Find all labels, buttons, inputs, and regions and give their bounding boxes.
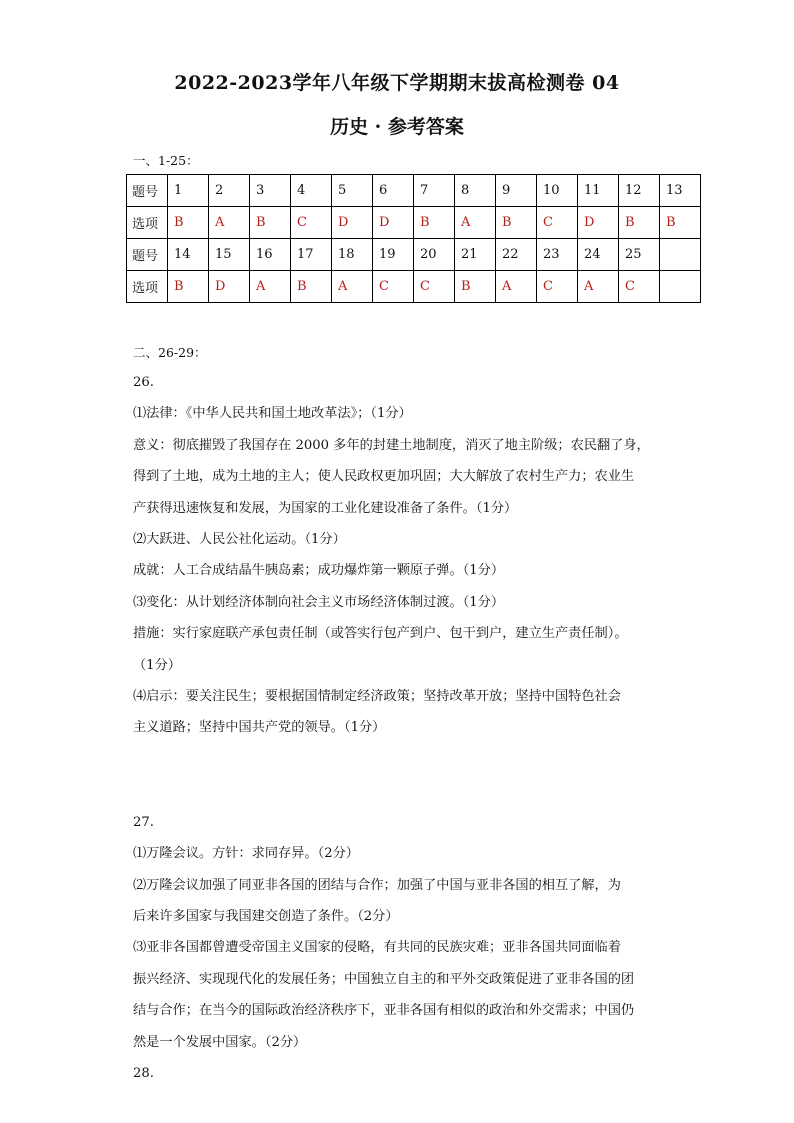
answer-body	[133, 367, 673, 1089]
question-number: 11	[578, 175, 619, 207]
answer-line: 振兴经济、实现现代化的发展任务；中国独立自主的和平外交政策促进了亚非各国的团	[133, 971, 635, 987]
question-number: 20	[414, 239, 455, 271]
answer-line: 意义：彻底摧毁了我国存在 2000 多年的封建土地制度，消灭了地主阶级；农民翻了身，	[133, 437, 650, 453]
question-number: 3	[250, 175, 291, 207]
question-number: 6	[373, 175, 414, 207]
question-number	[660, 239, 701, 271]
answer-line: 产获得迅速恢复和发展，为国家的工业化建设准备了条件。（1分）	[133, 500, 518, 516]
answer-line: 主义道路；坚持中国共产党的领导。（1分）	[133, 720, 386, 736]
question-number: 1	[168, 175, 209, 207]
answer-table	[126, 174, 701, 303]
table-row	[127, 207, 701, 239]
answer-line: 27.	[133, 814, 154, 830]
answer-line: ⑶变化：从计划经济体制向社会主义市场经济体制过渡。（1分）	[133, 594, 505, 610]
answer-option: B	[619, 207, 660, 239]
answer-option: B	[414, 207, 455, 239]
answer-option: A	[455, 207, 496, 239]
answer-option: C	[414, 271, 455, 303]
answer-option: A	[250, 271, 291, 303]
question-number: 18	[332, 239, 373, 271]
question-number: 9	[496, 175, 537, 207]
question-number: 21	[455, 239, 496, 271]
page-subtitle: 历史 · 参考答案	[330, 116, 464, 138]
blank-line	[133, 775, 673, 806]
question-number: 8	[455, 175, 496, 207]
answer-option	[660, 271, 701, 303]
answer-line: ⑴法律：《中华人民共和国土地改革法》；（1分）	[133, 406, 412, 422]
question-number: 15	[209, 239, 250, 271]
question-number: 4	[291, 175, 332, 207]
table-row	[127, 271, 701, 303]
answer-option: C	[373, 271, 414, 303]
question-number: 7	[414, 175, 455, 207]
row-label: 题号	[127, 175, 168, 207]
answer-option: B	[168, 207, 209, 239]
answer-option: B	[660, 207, 701, 239]
table-row	[127, 175, 701, 207]
blank-line	[133, 744, 673, 775]
page-title: 2022-2023学年八年级下学期期末拔高检测卷 04	[174, 72, 620, 94]
answer-option: A	[332, 271, 373, 303]
section1-heading: 一、1-25：	[133, 153, 199, 168]
question-number: 10	[537, 175, 578, 207]
answer-line: 得到了土地，成为土地的主人；使人民政权更加巩固；大大解放了农村生产力；农业生	[133, 469, 635, 485]
question-number: 2	[209, 175, 250, 207]
question-number: 12	[619, 175, 660, 207]
answer-line: （1分）	[133, 657, 181, 673]
answer-line: 然是一个发展中国家。（2分）	[133, 1034, 307, 1050]
answer-line: 结与合作；在当今的国际政治经济秩序下，亚非各国有相似的政治和外交需求；中国仍	[133, 1003, 635, 1019]
answer-line: ⑵万隆会议加强了同亚非各国的团结与合作；加强了中国与亚非各国的相互了解，为	[133, 877, 621, 893]
question-number: 23	[537, 239, 578, 271]
answer-option: D	[209, 271, 250, 303]
answer-line: ⑷启示：要关注民生；要根据国情制定经济政策；坚持改革开放；坚持中国特色社会	[133, 689, 621, 705]
answer-option: B	[168, 271, 209, 303]
row-label: 选项	[127, 271, 168, 303]
answer-option: B	[496, 207, 537, 239]
answer-option: B	[250, 207, 291, 239]
answer-line: 26.	[133, 375, 154, 390]
question-number: 25	[619, 239, 660, 271]
answer-option: D	[578, 207, 619, 239]
question-number: 14	[168, 239, 209, 271]
answer-line: ⑵大跃进、人民公社化运动。（1分）	[133, 532, 346, 548]
answer-line: 后来许多国家与我国建交创造了条件。（2分）	[133, 908, 399, 924]
answer-option: C	[619, 271, 660, 303]
row-label: 题号	[127, 239, 168, 271]
section2-heading: 二、26-29：	[133, 345, 207, 360]
answer-line: 措施：实行家庭联产承包责任制（或答实行包产到户、包干到户，建立生产责任制）。	[133, 626, 628, 642]
answer-line: ⑴万隆会议。方针：求同存异。（2分）	[133, 846, 359, 862]
answer-option: C	[537, 271, 578, 303]
answer-option: B	[455, 271, 496, 303]
question-number: 13	[660, 175, 701, 207]
question-number: 17	[291, 239, 332, 271]
question-number: 24	[578, 239, 619, 271]
answer-line: 28.	[133, 1065, 154, 1081]
question-number: 16	[250, 239, 291, 271]
answer-option: C	[537, 207, 578, 239]
answer-line: ⑶亚非各国都曾遭受帝国主义国家的侵略，有共同的民族灾难；亚非各国共同面临着	[133, 940, 621, 956]
question-number: 22	[496, 239, 537, 271]
answer-line: 成就：人工合成结晶牛胰岛素；成功爆炸第一颗原子弹。（1分）	[133, 563, 505, 579]
answer-option: A	[496, 271, 537, 303]
row-label: 选项	[127, 207, 168, 239]
question-number: 19	[373, 239, 414, 271]
answer-option: A	[209, 207, 250, 239]
answer-option: D	[373, 207, 414, 239]
answer-option: B	[291, 271, 332, 303]
question-number: 5	[332, 175, 373, 207]
answer-option: C	[291, 207, 332, 239]
answer-option: A	[578, 271, 619, 303]
table-row	[127, 239, 701, 271]
answer-option: D	[332, 207, 373, 239]
